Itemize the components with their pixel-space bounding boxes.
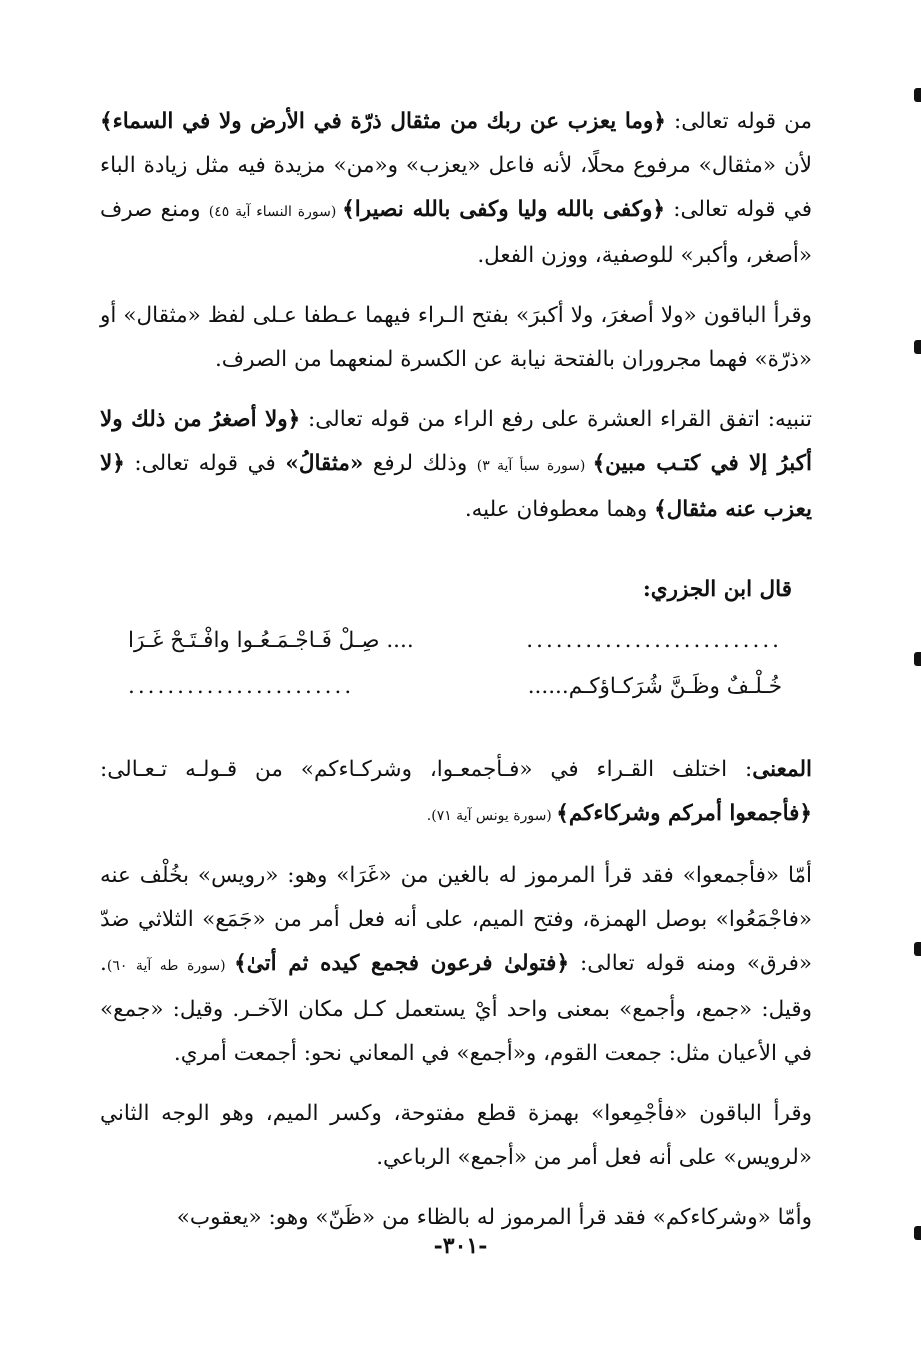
quran-quote: ﴿لا يعزب عنه مثقال﴾ (100, 451, 812, 522)
quran-quote: ﴿فأجمعوا أمركم وشركاءكم﴾ (556, 801, 812, 826)
text-run: وذلك لرفع (363, 451, 477, 476)
surah-reference: (سورة طه آية ٦٠) (106, 958, 235, 974)
surah-reference: (سورة يونس آية ٧١). (426, 808, 557, 824)
text-run: وأمّا «وشركاءكم» فقد قرأ المرموز له بالظاء من «ظَنّ» وهو: «يعقوب» (176, 1205, 812, 1230)
text-run: ومنع صرف «أصغر، وأكبر» للوصفية، ووزن الفعل. (100, 197, 812, 268)
text-run: أمّا «فأجمعوا» فقد قرأ المرموز له بالغين من «غَرَا» وهو: «رويس» بخُلْف عنه «فاجْمَعُوا» بوصل الهمزة، وفتح الميم، على أنه فعل أمر من «جَمَع» الثلاثي ضدّ «فرق» ومنه قوله تعالى: (100, 863, 813, 976)
page-body (100, 100, 812, 1256)
paragraph-4-meaning (100, 748, 812, 838)
quran-quote: ﴿وكفى بالله وليا وكفى بالله نصيرا﴾ (342, 197, 666, 222)
paragraph-3-note (100, 398, 812, 532)
binding-mark (914, 88, 921, 102)
verse-line-2 (128, 664, 782, 710)
verse-line-1 (128, 618, 782, 664)
text-run: وقرأ الباقون «فأجْمِعوا» بهمزة قطع مفتوحة، وكسر الميم، وهو الوجه الثاني «لرويس» على أنه فعل أمر من «أجمع» الرباعي. (100, 1101, 812, 1170)
verse-hemistich-left: .... صِـلْ فَـاجْـمَـعُـوا وافْـتَـحْ غَـرَا (128, 628, 414, 653)
surah-reference: (سورة النساء آية ٤٥) (208, 204, 343, 220)
text-run: من قوله تعالى: (665, 109, 812, 134)
quran-quote: ﴿وما يعزب عن ربك من مثقال ذرّة في الأرض ولا في السماء﴾ (100, 109, 666, 134)
quran-quote: ﴿فتولىٰ فرعون فجمع كيده ثم أتىٰ﴾ (234, 951, 570, 976)
paragraph-1 (100, 100, 812, 278)
surah-reference: (سورة سبأ آية ٣) (476, 458, 593, 474)
text-run: لأن «مثقال» مرفوع محلًا، لأنه فاعل «يعزب» و«من» مزيدة فيه مثل زيادة الباء في قوله تعالى: (100, 153, 812, 222)
text-run: . وقيل: «جمع، وأجمع» بمعنى واحد أيْ يستعمل كـل مكان الآخـر. وقيل: «جمع» في الأعيان مثل: جمعت القوم، و«أجمع» في المعاني نحو: أجمعت أمري. (100, 951, 812, 1066)
paragraph-6 (100, 1092, 812, 1180)
poem-verses (100, 618, 812, 710)
binding-mark (914, 652, 921, 666)
paragraph-2 (100, 294, 812, 382)
text-run: : اختلف القـراء في «فـأجمعـوا، وشركـاءكم» من قـولـه تـعـالى: (100, 757, 753, 782)
section-heading: قال ابن الجزري: (642, 577, 792, 602)
text-run: وقرأ الباقون «ولا أصغرَ، ولا أكبرَ» بفتح الـراء فيهما عـطفا عـلى لفظ «مثقال» أو «ذرّة» فهما مجروران بالفتحة نيابة عن الكسرة لمنعهما من الصرف. (100, 303, 812, 372)
paragraph-5 (100, 854, 812, 1076)
verse-hemistich-right: .......................... (526, 628, 782, 653)
bold-term: المعنى (752, 757, 812, 782)
text-run: تنبيه: اتفق القراء العشرة على رفع الراء من قوله تعالى: (300, 407, 812, 432)
text-run: وهما معطوفان عليه. (464, 497, 655, 522)
verse-hemistich-left: ....................... (128, 674, 355, 699)
binding-mark (914, 340, 921, 354)
page-number: -٣٠١- (433, 1233, 488, 1259)
binding-mark (914, 1226, 921, 1240)
binding-mark (914, 942, 921, 956)
quran-quote: ﴿ولا أصغرُ من ذلك ولا أكبرُ إلا في كتـب مبين﴾ (100, 407, 813, 476)
bold-term: «مثقالُ» (285, 451, 364, 476)
text-run: في قوله تعالى: (124, 451, 286, 476)
verse-hemistich-right: خُـلْـفٌ وظَـنَّ شُرَكـاؤكـم...... (527, 674, 782, 699)
